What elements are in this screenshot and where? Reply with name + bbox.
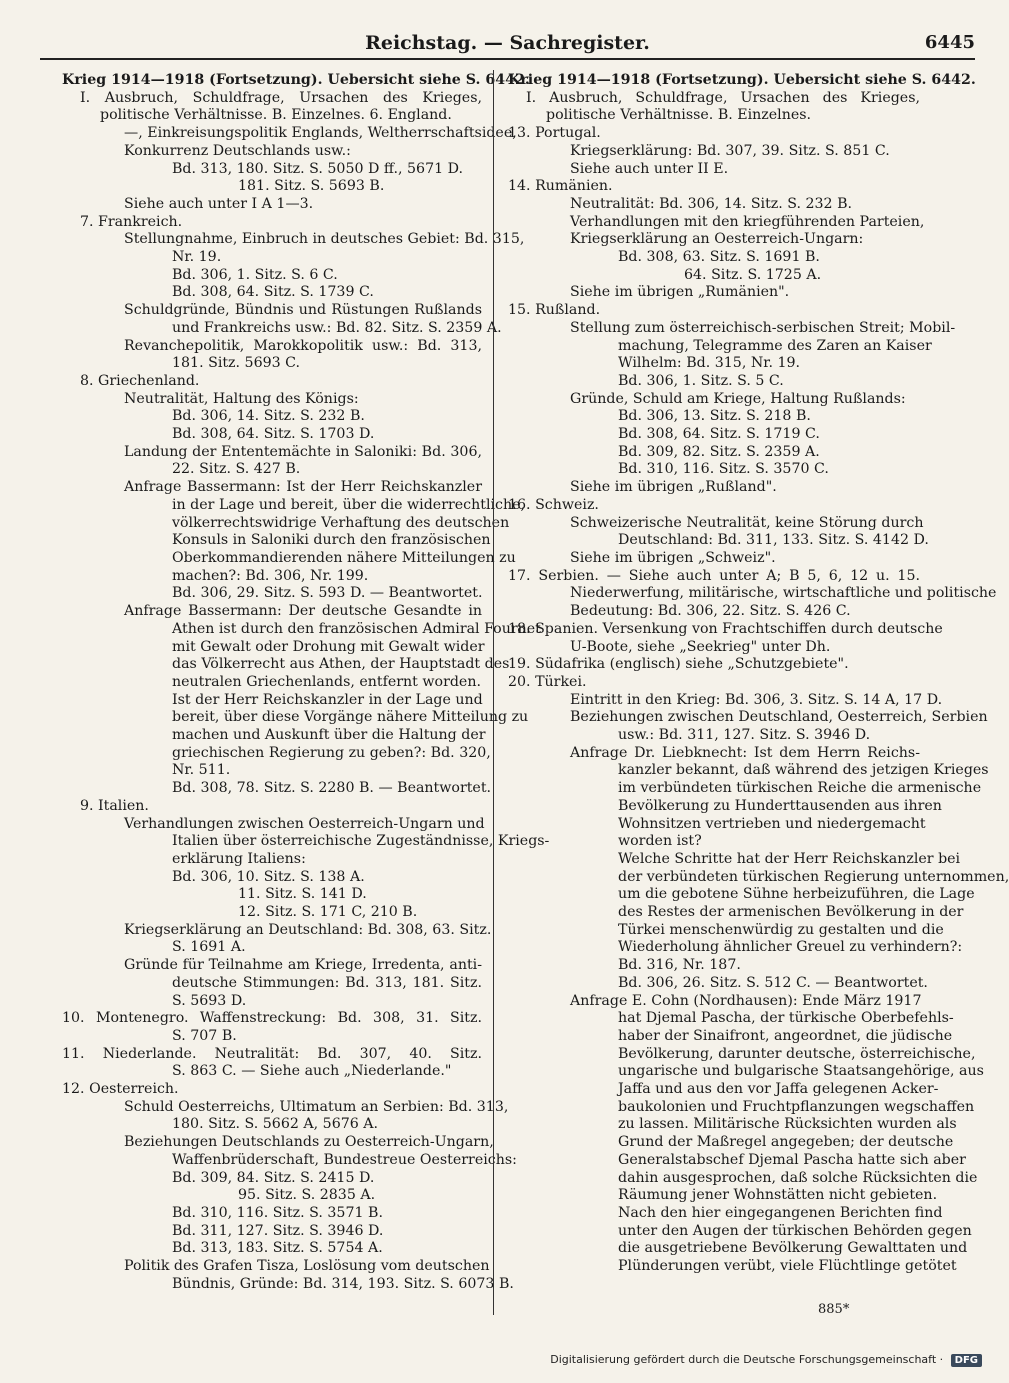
index-line: Bd. 306, 1. Sitz. S. 6 C.	[172, 266, 338, 283]
index-line: 13. Portugal.	[508, 125, 601, 142]
index-line: 8. Griechenland.	[80, 372, 200, 389]
index-line: Räumung jener Wohnstätten nicht gebieten.	[618, 1187, 938, 1204]
index-line: 64. Sitz. S. 1725 A.	[684, 266, 822, 283]
index-line: Jaffa und aus den vor Jaffa gelegenen Acker-	[618, 1081, 939, 1098]
index-line: Schweizerische Neutralität, keine Störung durch	[570, 514, 924, 531]
index-line: S. 5693 D.	[172, 992, 247, 1009]
index-line: Siehe auch unter II E.	[570, 160, 729, 177]
index-line: Anfrage Dr. Liebknecht: Ist dem Herrn Reichs-	[570, 744, 920, 761]
index-line: Bd. 306, 26. Sitz. S. 512 C. — Beantwortet.	[618, 974, 928, 991]
index-line: Bd. 306, 14. Sitz. S. 232 B.	[172, 408, 365, 425]
index-line: Anfrage Bassermann: Ist der Herr Reichskanzler	[124, 479, 482, 496]
index-line: Siehe im übrigen „Rußland".	[570, 479, 777, 496]
index-line: im verbündeten türkischen Reiche die armenische	[618, 780, 982, 797]
index-line: Oberkommandierenden nähere Mitteilungen zu	[172, 549, 516, 566]
index-line: Italien über österreichische Zugeständnisse, Kriegs-	[172, 833, 550, 850]
index-line: 181. Sitz. 5693 C.	[172, 355, 301, 372]
index-line: Kriegserklärung an Oesterreich-Ungarn:	[570, 231, 864, 248]
index-line: Stellung zum österreichisch-serbischen Streit; Mobil-	[570, 319, 956, 336]
index-line: machen und Auskunft über die Haltung der	[172, 727, 486, 744]
index-line: 180. Sitz. S. 5662 A, 5676 A.	[172, 1116, 379, 1133]
index-line: Deutschland: Bd. 311, 133. Sitz. S. 4142 D.	[618, 532, 929, 549]
index-line: das Völkerrecht aus Athen, der Hauptstadt des	[172, 656, 510, 673]
index-line: Siehe auch unter I A 1—3.	[124, 195, 314, 212]
index-line: erklärung Italiens:	[172, 850, 306, 867]
index-line: 19. Südafrika (englisch) siehe „Schutzgebiete".	[508, 656, 849, 673]
index-line: machung, Telegramme des Zaren an Kaiser	[618, 337, 932, 354]
index-line: deutsche Stimmungen: Bd. 313, 181. Sitz.	[172, 974, 482, 991]
index-line: 11. Niederlande. Neutralität: Bd. 307, 40. Sitz.	[62, 1045, 482, 1062]
index-line: Schuldgründe, Bündnis und Rüstungen Rußlands	[124, 302, 482, 319]
index-line: Bd. 306, 13. Sitz. S. 218 B.	[618, 408, 811, 425]
index-line: Türkei menschenwürdig zu gestalten und die	[618, 921, 944, 938]
column-divider	[493, 70, 494, 1315]
index-line: ungarische und bulgarische Staatsangehörige, aus	[618, 1063, 984, 1080]
index-line: Bd. 306, 10. Sitz. S. 138 A.	[172, 868, 365, 885]
sheet-number: 885*	[818, 1302, 850, 1317]
index-line: 7. Frankreich.	[80, 213, 183, 230]
right-column	[508, 72, 1009, 1276]
index-line: Nr. 19.	[172, 249, 222, 266]
index-line: bereit, über diese Vorgänge nähere Mitteilung zu	[172, 709, 529, 726]
index-line: Gründe für Teilnahme am Kriege, Irredenta, anti-	[124, 957, 482, 974]
page-header	[40, 30, 975, 60]
index-line: die ausgetriebene Bevölkerung Gewalttaten und	[618, 1240, 968, 1257]
index-line: Bevölkerung, darunter deutsche, österreichische,	[618, 1045, 976, 1062]
index-line: Konkurrenz Deutschlands usw.:	[124, 142, 351, 159]
index-line: S. 707 B.	[172, 1027, 237, 1044]
index-line: Bd. 308, 64. Sitz. S. 1739 C.	[172, 284, 374, 301]
index-line: Bd. 313, 180. Sitz. S. 5050 D ff., 5671 D.	[172, 160, 464, 177]
index-line: Krieg 1914—1918 (Fortsetzung). Uebersicht siehe S. 6442.	[62, 72, 530, 88]
index-line: zu lassen. Militärische Rücksichten wurden als	[618, 1116, 957, 1133]
index-line: Bd. 309, 84. Sitz. S. 2415 D.	[172, 1169, 375, 1186]
index-line: haber der Sinaifront, angeordnet, die jüdische	[618, 1027, 953, 1044]
index-line: Wiederholung ähnlicher Greuel zu verhindern?:	[618, 939, 963, 956]
index-line: Gründe, Schuld am Kriege, Haltung Rußlands:	[570, 390, 906, 407]
index-line: Beziehungen zwischen Deutschland, Oesterreich, Serbien	[570, 709, 988, 726]
index-line: 14. Rumänien.	[508, 178, 613, 195]
index-line: Athen ist durch den französischen Admiral Fournet	[172, 620, 541, 637]
index-line: Neutralität: Bd. 306, 14. Sitz. S. 232 B.	[570, 195, 853, 212]
index-line: 9. Italien.	[80, 797, 149, 814]
index-line: Eintritt in den Krieg: Bd. 306, 3. Sitz. S. 14 A, 17 D.	[570, 691, 943, 708]
index-line: Bd. 313, 183. Sitz. S. 5754 A.	[172, 1240, 383, 1257]
index-line: 20. Türkei.	[508, 673, 587, 690]
index-line: Niederwerfung, militärische, wirtschaftliche und politische	[570, 585, 997, 602]
index-line: 181. Sitz. S. 5693 B.	[238, 178, 385, 195]
index-line: Siehe im übrigen „Schweiz".	[570, 549, 776, 566]
index-line: Generalstabschef Djemal Pascha hatte sich aber	[618, 1151, 966, 1168]
index-line: Ist der Herr Reichskanzler in der Lage und	[172, 691, 483, 708]
index-line: Bd. 316, Nr. 187.	[618, 957, 741, 974]
index-line: Krieg 1914—1918 (Fortsetzung). Uebersicht siehe S. 6442.	[508, 72, 976, 88]
index-line: Bevölkerung zu Hunderttausenden aus ihren	[618, 797, 942, 814]
index-line: S. 1691 A.	[172, 939, 246, 956]
index-line: mit Gewalt oder Drohung mit Gewalt wider	[172, 638, 485, 655]
running-title: Reichstag. — Sachregister.	[365, 32, 650, 54]
index-line: 11. Sitz. S. 141 D.	[238, 886, 367, 903]
index-line: I. Ausbruch, Schuldfrage, Ursachen des Krieges,	[80, 89, 482, 106]
index-line: Kriegserklärung an Deutschland: Bd. 308, 63. Sitz.	[124, 921, 492, 938]
index-line: 15. Rußland.	[508, 302, 601, 319]
index-line: Bündnis, Gründe: Bd. 314, 193. Sitz. S. 6073 B.	[172, 1275, 514, 1292]
index-line: in der Lage und bereit, über die widerrechtliche,	[172, 496, 526, 513]
index-line: 12. Sitz. S. 171 C, 210 B.	[238, 904, 418, 921]
index-line: dahin ausgesprochen, daß solche Rücksichten die	[618, 1169, 978, 1186]
index-line: und Frankreichs usw.: Bd. 82. Sitz. S. 2359 A.	[172, 319, 502, 336]
index-line: 22. Sitz. S. 427 B.	[172, 461, 301, 478]
index-line: 95. Sitz. S. 2835 A.	[238, 1187, 376, 1204]
index-line: Bd. 308, 78. Sitz. S. 2280 B. — Beantwortet.	[172, 780, 492, 797]
index-line: Grund der Maßregel angegeben; der deutsche	[618, 1134, 954, 1151]
index-line: —, Einkreisungspolitik Englands, Weltherrschaftsidee,	[124, 125, 517, 142]
dfg-logo: DFG	[951, 1354, 982, 1367]
index-line: Verhandlungen mit den kriegführenden Parteien,	[570, 213, 925, 230]
footer	[550, 1353, 982, 1367]
index-line: baukolonien und Fruchtpflanzungen wegschaffen	[618, 1098, 975, 1115]
index-line: U-Boote, siehe „Seekrieg" unter Dh.	[570, 638, 831, 655]
index-line: 18. Spanien. Versenkung von Frachtschiffen durch deutsche	[508, 620, 943, 637]
index-line: 12. Oesterreich.	[62, 1081, 179, 1098]
index-line: Bedeutung: Bd. 306, 22. Sitz. S. 426 C.	[570, 603, 851, 620]
index-line: Bd. 310, 116. Sitz. S. 3570 C.	[618, 461, 829, 478]
index-line: Bd. 309, 82. Sitz. S. 2359 A.	[618, 443, 820, 460]
index-line: 10. Montenegro. Waffenstreckung: Bd. 308, 31. Sitz.	[62, 1010, 482, 1027]
index-line: Kriegserklärung: Bd. 307, 39. Sitz. S. 851 C.	[570, 142, 890, 159]
index-line: machen?: Bd. 306, Nr. 199.	[172, 567, 369, 584]
index-line: Neutralität, Haltung des Königs:	[124, 390, 359, 407]
page-number: 6445	[924, 32, 975, 53]
index-line: I. Ausbruch, Schuldfrage, Ursachen des Krieges,	[526, 89, 920, 106]
index-line: Nach den hier eingegangenen Berichten find	[618, 1205, 943, 1221]
index-line: Wilhelm: Bd. 315, Nr. 19.	[618, 355, 801, 372]
index-line: Konsuls in Saloniki durch den französischen	[172, 532, 491, 549]
index-line: Siehe im übrigen „Rumänien".	[570, 284, 790, 301]
index-line: politische Verhältnisse. B. Einzelnes. 6. England.	[100, 107, 452, 124]
index-line: 17. Serbien. — Siehe auch unter A; B 5, 6, 12 u. 15.	[508, 567, 920, 584]
index-line: usw.: Bd. 311, 127. Sitz. S. 3946 D.	[618, 727, 871, 744]
index-line: griechischen Regierung zu geben?: Bd. 320,	[172, 744, 491, 761]
index-line: Anfrage Bassermann: Der deutsche Gesandte in	[124, 603, 482, 620]
index-line: unter den Augen der türkischen Behörden gegen	[618, 1222, 972, 1239]
index-line: Bd. 308, 64. Sitz. S. 1719 C.	[618, 426, 820, 443]
index-line: Nr. 511.	[172, 762, 231, 779]
index-line: Bd. 308, 64. Sitz. S. 1703 D.	[172, 426, 375, 443]
index-line: hat Djemal Pascha, der türkische Oberbefehls-	[618, 1010, 954, 1027]
index-line: Plünderungen verübt, viele Flüchtlinge getötet	[618, 1258, 957, 1275]
index-line: Bd. 306, 1. Sitz. S. 5 C.	[618, 372, 784, 389]
index-line: Bd. 310, 116. Sitz. S. 3571 B.	[172, 1205, 383, 1221]
index-line: Bd. 308, 63. Sitz. S. 1691 B.	[618, 249, 820, 266]
index-line: Stellungnahme, Einbruch in deutsches Gebiet: Bd. 315,	[124, 231, 525, 248]
index-line: Wohnsitzen vertrieben und niedergemacht	[618, 815, 926, 832]
index-line: um die gebotene Sühne herbeizuführen, die Lage	[618, 886, 975, 903]
index-line: Bd. 306, 29. Sitz. S. 593 D. — Beantwortet.	[172, 585, 483, 602]
header-rule	[40, 58, 975, 60]
index-line: Beziehungen Deutschlands zu Oesterreich-Ungarn,	[124, 1134, 494, 1151]
index-line: S. 863 C. — Siehe auch „Niederlande."	[172, 1063, 452, 1080]
index-line: neutralen Griechenlands, entfernt worden.	[172, 673, 481, 690]
footer-text: Digitalisierung gefördert durch die Deutsche Forschungsgemeinschaft ·	[550, 1353, 944, 1366]
index-line: Welche Schritte hat der Herr Reichskanzler bei	[618, 850, 961, 867]
index-line: worden ist?	[618, 833, 702, 850]
index-line: Politik des Grafen Tisza, Loslösung vom deutschen	[124, 1258, 490, 1275]
index-line: Verhandlungen zwischen Oesterreich-Ungarn und	[124, 815, 485, 832]
index-line: völkerrechtswidrige Verhaftung des deutschen	[172, 514, 510, 531]
index-line: Landung der Ententemächte in Saloniki: Bd. 306,	[124, 443, 482, 460]
index-line: Waffenbrüderschaft, Bundestreue Oesterreichs:	[172, 1151, 517, 1168]
index-line: 16. Schweiz.	[508, 496, 599, 513]
index-line: Bd. 311, 127. Sitz. S. 3946 D.	[172, 1222, 384, 1239]
index-line: der verbündeten türkischen Regierung unternommen,	[618, 868, 1009, 885]
index-line: des Restes der armenischen Bevölkerung in der	[618, 904, 964, 921]
index-line: kanzler bekannt, daß während des jetzigen Krieges	[618, 762, 989, 779]
index-line: Revanchepolitik, Marokkopolitik usw.: Bd. 313,	[124, 337, 482, 354]
index-line: Anfrage E. Cohn (Nordhausen): Ende März 1917	[570, 992, 922, 1009]
index-line: Schuld Oesterreichs, Ultimatum an Serbien: Bd. 313,	[124, 1098, 509, 1115]
index-line: politische Verhältnisse. B. Einzelnes.	[546, 107, 812, 124]
